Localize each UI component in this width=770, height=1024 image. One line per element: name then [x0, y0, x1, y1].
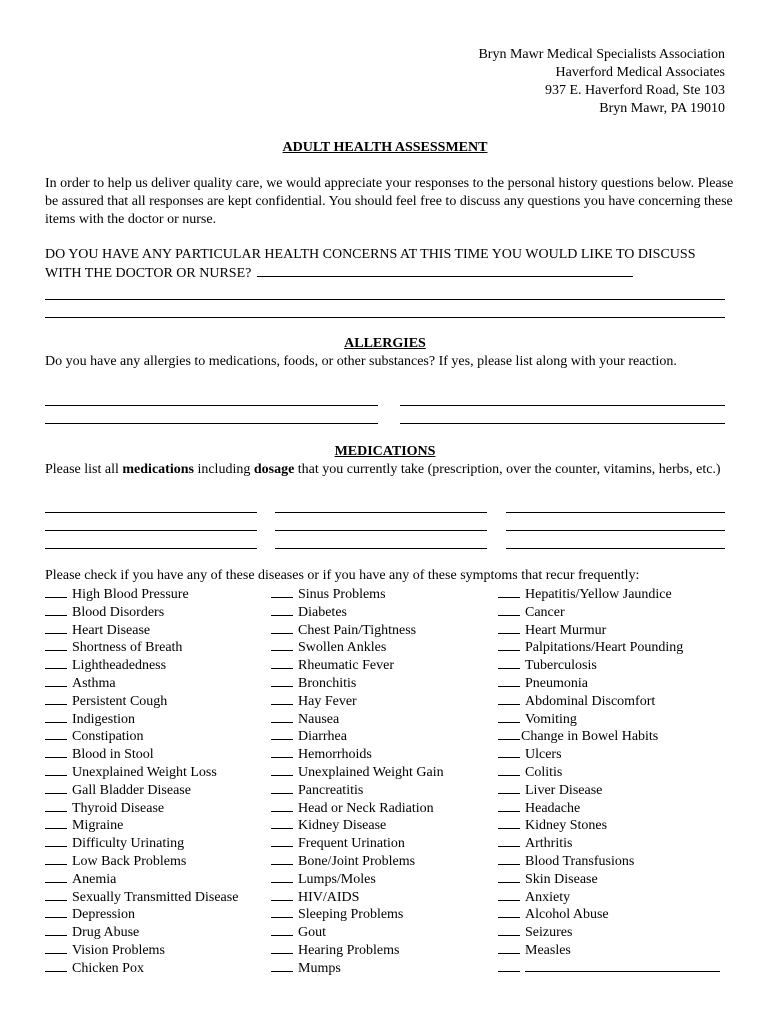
checklist-item	[498, 727, 728, 745]
checklist-item-label: Kidney Stones	[525, 818, 608, 834]
check-blank[interactable]	[271, 603, 293, 616]
checklist-item	[45, 745, 275, 763]
checklist-item	[271, 656, 501, 674]
allergy-line-left-1[interactable]	[45, 405, 378, 406]
check-blank[interactable]	[271, 799, 293, 812]
checklist-item	[498, 710, 728, 728]
checklist-item	[498, 585, 728, 603]
checklist-item	[498, 674, 728, 692]
check-blank[interactable]	[498, 834, 520, 847]
checklist-item-label: High Blood Pressure	[72, 587, 189, 602]
check-blank[interactable]	[45, 745, 67, 758]
diseases-column-1	[45, 585, 275, 977]
medication-line-c3-r2[interactable]	[506, 530, 725, 531]
medications-prompt-part-1: Please list all	[45, 462, 123, 477]
medication-line-c3-r1[interactable]	[506, 512, 725, 513]
checklist-item-label: Drug Abuse	[72, 925, 140, 941]
checklist-item	[498, 692, 728, 710]
checklist-item-label: Diarrhea	[298, 729, 347, 745]
check-blank[interactable]	[45, 638, 67, 651]
checklist-item-label: Heart Disease	[72, 622, 151, 638]
diseases-column-3	[498, 585, 728, 977]
check-blank[interactable]	[498, 959, 520, 972]
check-blank[interactable]	[271, 816, 293, 829]
check-blank[interactable]	[498, 941, 520, 954]
check-blank[interactable]	[498, 585, 520, 598]
checklist-item	[498, 923, 728, 941]
intro-paragraph: In order to help us deliver quality care, we would appreciate your responses to the personal history questions below. Please be assured that all responses are kept confidential. You should feel free to discuss any questions you have concerning these items with the doctor or nurse.	[45, 176, 734, 227]
checklist-item-label: Kidney Disease	[298, 818, 387, 834]
checklist-item	[45, 834, 275, 852]
checklist-item-label: Frequent Urination	[298, 836, 405, 852]
check-blank[interactable]	[45, 710, 67, 723]
check-blank[interactable]	[498, 621, 520, 634]
checklist-item-label: Skin Disease	[525, 871, 598, 887]
checklist-item-label: Sleeping Problems	[298, 907, 404, 923]
checklist-item-label: Measles	[525, 942, 571, 958]
check-blank[interactable]	[498, 852, 520, 865]
concerns-question	[45, 246, 735, 283]
check-blank[interactable]	[271, 781, 293, 794]
checklist-item-label: Vomiting	[525, 711, 577, 727]
check-blank[interactable]	[45, 674, 67, 687]
checklist-item-label: Swollen Ankles	[298, 640, 387, 656]
medications-prompt	[45, 461, 735, 479]
check-blank[interactable]	[498, 656, 520, 669]
checklist-item	[498, 621, 728, 639]
checklist-item	[271, 799, 501, 817]
check-blank[interactable]	[45, 656, 67, 669]
address-line-2: Haverford Medical Associates	[555, 65, 725, 80]
checklist-item	[45, 638, 275, 656]
concerns-answer-line-2[interactable]	[45, 299, 725, 300]
checklist-item	[498, 834, 728, 852]
checklist-item	[271, 674, 501, 692]
checklist-item-label: Diabetes	[298, 604, 347, 620]
check-blank[interactable]	[271, 923, 293, 936]
checklist-item	[271, 852, 501, 870]
check-blank[interactable]	[498, 638, 520, 651]
check-blank[interactable]	[271, 852, 293, 865]
checklist-item	[498, 656, 728, 674]
checklist-item-label: Seizures	[525, 925, 573, 941]
check-blank[interactable]	[45, 941, 67, 954]
checklist-item-label: Vision Problems	[72, 942, 165, 958]
checklist-item	[498, 638, 728, 656]
checklist-item-label: HIV/AIDS	[298, 889, 360, 905]
checklist-item-label: Hay Fever	[298, 693, 357, 709]
checklist-item	[498, 941, 728, 959]
checklist-item-label: Hemorrhoids	[298, 747, 372, 763]
checklist-item-label: Heart Murmur	[525, 622, 607, 638]
check-blank[interactable]	[45, 905, 67, 918]
checklist-item	[498, 799, 728, 817]
check-blank[interactable]	[271, 959, 293, 972]
checklist-item-label: Tuberculosis	[525, 658, 597, 674]
check-blank[interactable]	[271, 727, 293, 740]
checklist-item-label: Abdominal Discomfort	[525, 693, 656, 709]
check-blank[interactable]	[45, 923, 67, 936]
check-blank[interactable]	[271, 870, 293, 883]
concerns-answer-line-3[interactable]	[45, 317, 725, 318]
checklist-item	[45, 621, 275, 639]
checklist-item	[271, 870, 501, 888]
check-blank[interactable]	[271, 710, 293, 723]
checklist-item	[271, 710, 501, 728]
checklist-item	[45, 905, 275, 923]
medications-heading: MEDICATIONS	[334, 444, 436, 459]
check-blank[interactable]	[498, 603, 520, 616]
check-blank[interactable]	[45, 621, 67, 634]
checklist-item	[45, 923, 275, 941]
check-blank[interactable]	[45, 692, 67, 705]
check-blank[interactable]	[271, 585, 293, 598]
checklist-item-label: Unexplained Weight Gain	[298, 764, 444, 780]
medication-line-c3-r3[interactable]	[506, 548, 725, 549]
diseases-prompt: Please check if you have any of these diseases or if you have any of these symptoms that recur frequently:	[45, 568, 640, 583]
check-blank[interactable]	[45, 870, 67, 883]
checklist-item-label: Nausea	[298, 711, 340, 727]
check-blank[interactable]	[498, 905, 520, 918]
checklist-item	[498, 781, 728, 799]
checklist-item-label: Colitis	[525, 764, 563, 780]
checklist-item-label: Hepatitis/Yellow Jaundice	[525, 587, 672, 602]
checklist-item	[45, 656, 275, 674]
checklist-item	[271, 888, 501, 906]
checklist-item-label: Gout	[298, 925, 326, 941]
check-blank[interactable]	[271, 763, 293, 776]
checklist-item	[271, 834, 501, 852]
checklist-item-label: Blood in Stool	[72, 747, 154, 763]
checklist-item-label: Pancreatitis	[298, 782, 364, 798]
address-line-1: Bryn Mawr Medical Specialists Association	[478, 47, 725, 62]
checklist-item	[498, 603, 728, 621]
check-blank[interactable]	[271, 834, 293, 847]
checklist-item-label: Ulcers	[525, 747, 562, 763]
checklist-item-label: Lumps/Moles	[298, 871, 376, 887]
checklist-item-label: Change in Bowel Habits	[521, 729, 659, 745]
checklist-item	[45, 941, 275, 959]
check-blank[interactable]	[498, 745, 520, 758]
checklist-item	[271, 603, 501, 621]
checklist-item	[271, 781, 501, 799]
checklist-item	[271, 621, 501, 639]
medication-line-c2-r3[interactable]	[275, 548, 487, 549]
check-blank[interactable]	[45, 959, 67, 972]
check-blank[interactable]	[45, 603, 67, 616]
checklist-item	[45, 674, 275, 692]
check-blank[interactable]	[498, 763, 520, 776]
checklist-item-label: Rheumatic Fever	[298, 658, 395, 674]
checklist-item	[271, 727, 501, 745]
allergy-line-right-1[interactable]	[400, 405, 725, 406]
medication-line-c2-r2[interactable]	[275, 530, 487, 531]
form-title: ADULT HEALTH ASSESSMENT	[282, 140, 488, 155]
check-blank[interactable]	[45, 781, 67, 794]
medication-line-c1-r1[interactable]	[45, 512, 257, 513]
checklist-item-label: Chest Pain/Tightness	[298, 622, 417, 638]
checklist-item	[498, 905, 728, 923]
check-blank[interactable]	[45, 799, 67, 812]
checklist-item-label: Liver Disease	[525, 782, 603, 798]
checklist-item	[45, 852, 275, 870]
checklist-item	[498, 763, 728, 781]
diseases-column-2	[271, 585, 501, 977]
allergies-heading: ALLERGIES	[344, 336, 426, 351]
checklist-item-label: Bronchitis	[298, 675, 357, 691]
check-blank[interactable]	[271, 638, 293, 651]
checklist-item-label: Shortness of Breath	[72, 640, 183, 656]
checklist-item	[271, 923, 501, 941]
check-blank[interactable]	[271, 674, 293, 687]
address-line-4: Bryn Mawr, PA 19010	[599, 101, 725, 116]
checklist-item-label: Gall Bladder Disease	[72, 782, 191, 798]
checklist-item-label: Asthma	[72, 675, 116, 691]
checklist-item	[271, 905, 501, 923]
check-blank[interactable]	[498, 692, 520, 705]
checklist-item-label: Anemia	[72, 871, 117, 887]
check-blank[interactable]	[45, 763, 67, 776]
check-blank[interactable]	[271, 692, 293, 705]
checklist-item	[45, 870, 275, 888]
other-condition-line[interactable]	[525, 959, 720, 972]
check-blank[interactable]	[498, 816, 520, 829]
checklist-item-label: Indigestion	[72, 711, 135, 727]
check-blank[interactable]	[498, 727, 520, 740]
checklist-item-label: Blood Transfusions	[525, 853, 635, 869]
checklist-item	[45, 959, 275, 977]
checklist-item	[45, 692, 275, 710]
checklist-item-label: Anxiety	[525, 889, 571, 905]
checklist-item	[498, 888, 728, 906]
medications-prompt-bold-2: dosage	[253, 462, 295, 477]
check-blank[interactable]	[45, 888, 67, 901]
check-blank[interactable]	[45, 852, 67, 865]
check-blank[interactable]	[498, 870, 520, 883]
checklist-item-label: Constipation	[72, 729, 144, 745]
allergies-prompt: Do you have any allergies to medications, foods, or other substances? If yes, please list along with your reaction.	[45, 354, 677, 369]
checklist-item-label: Palpitations/Heart Pounding	[525, 640, 684, 656]
checklist-item	[45, 816, 275, 834]
checklist-item-label: Alcohol Abuse	[525, 907, 609, 923]
checklist-item-label: Pneumonia	[525, 675, 588, 691]
checklist-item	[498, 745, 728, 763]
checklist-item	[45, 603, 275, 621]
check-blank[interactable]	[498, 888, 520, 901]
checklist-item-label: Thyroid Disease	[72, 800, 165, 816]
allergy-line-left-2[interactable]	[45, 423, 378, 424]
check-blank[interactable]	[271, 888, 293, 901]
checklist-item	[498, 852, 728, 870]
checklist-item	[498, 816, 728, 834]
checklist-item	[45, 585, 275, 603]
checklist-item	[271, 959, 501, 977]
check-blank[interactable]	[45, 727, 67, 740]
concerns-question-text: DO YOU HAVE ANY PARTICULAR HEALTH CONCERNS AT THIS TIME YOU WOULD LIKE TO DISCUSS WITH THE DOCTOR OR NURSE?	[45, 247, 696, 281]
checklist-item	[271, 816, 501, 834]
checklist-item-label: Low Back Problems	[72, 853, 187, 869]
check-blank[interactable]	[271, 745, 293, 758]
checklist-item-label: Cancer	[525, 604, 565, 620]
checklist-item-label: Difficulty Urinating	[72, 836, 185, 852]
allergy-line-right-2[interactable]	[400, 423, 725, 424]
checklist-item	[45, 781, 275, 799]
concerns-answer-line-1[interactable]	[257, 264, 633, 277]
checklist-item	[498, 870, 728, 888]
checklist-item-label: Unexplained Weight Loss	[72, 764, 217, 780]
checklist-item-label: Lightheadedness	[72, 658, 167, 674]
checklist-item-label: Headache	[525, 800, 581, 816]
checklist-item	[498, 959, 728, 977]
checklist-item-label: Sexually Transmitted Disease	[72, 889, 239, 905]
check-blank[interactable]	[498, 799, 520, 812]
check-blank[interactable]	[45, 585, 67, 598]
check-blank[interactable]	[498, 923, 520, 936]
practice-address	[478, 46, 725, 118]
checklist-item-label: Depression	[72, 907, 135, 923]
check-blank[interactable]	[271, 621, 293, 634]
checklist-item-label: Sinus Problems	[298, 587, 386, 602]
check-blank[interactable]	[498, 710, 520, 723]
medications-prompt-part-2: including	[193, 462, 254, 477]
checklist-item	[271, 692, 501, 710]
checklist-item	[271, 585, 501, 603]
medication-line-c1-r3[interactable]	[45, 548, 257, 549]
checklist-item-label: Persistent Cough	[72, 693, 168, 709]
checklist-item	[45, 799, 275, 817]
checklist-item-label: Arthritis	[525, 836, 573, 852]
checklist-item	[45, 710, 275, 728]
medications-prompt-part-3: that you currently take (prescription, over the counter, vitamins, herbs, etc.)	[294, 462, 721, 477]
checklist-item	[271, 638, 501, 656]
checklist-item-label: Head or Neck Radiation	[298, 800, 434, 816]
checklist-item	[45, 727, 275, 745]
checklist-item-label: Hearing Problems	[298, 942, 400, 958]
checklist-item	[271, 763, 501, 781]
check-blank[interactable]	[271, 656, 293, 669]
checklist-item-label: Blood Disorders	[72, 604, 165, 620]
address-line-3: 937 E. Haverford Road, Ste 103	[544, 83, 725, 98]
medications-prompt-bold-1: medications	[122, 462, 194, 477]
check-blank[interactable]	[271, 905, 293, 918]
medication-line-c2-r1[interactable]	[275, 512, 487, 513]
check-blank[interactable]	[45, 834, 67, 847]
medication-line-c1-r2[interactable]	[45, 530, 257, 531]
checklist-item	[45, 763, 275, 781]
checklist-item-label: Chicken Pox	[72, 960, 144, 976]
check-blank[interactable]	[498, 781, 520, 794]
checklist-item-label: Migraine	[72, 818, 124, 834]
checklist-item	[45, 888, 275, 906]
checklist-item-label: Mumps	[298, 960, 341, 976]
check-blank[interactable]	[271, 941, 293, 954]
check-blank[interactable]	[45, 816, 67, 829]
check-blank[interactable]	[498, 674, 520, 687]
checklist-item-label: Bone/Joint Problems	[298, 853, 416, 869]
checklist-item	[271, 745, 501, 763]
checklist-item	[271, 941, 501, 959]
